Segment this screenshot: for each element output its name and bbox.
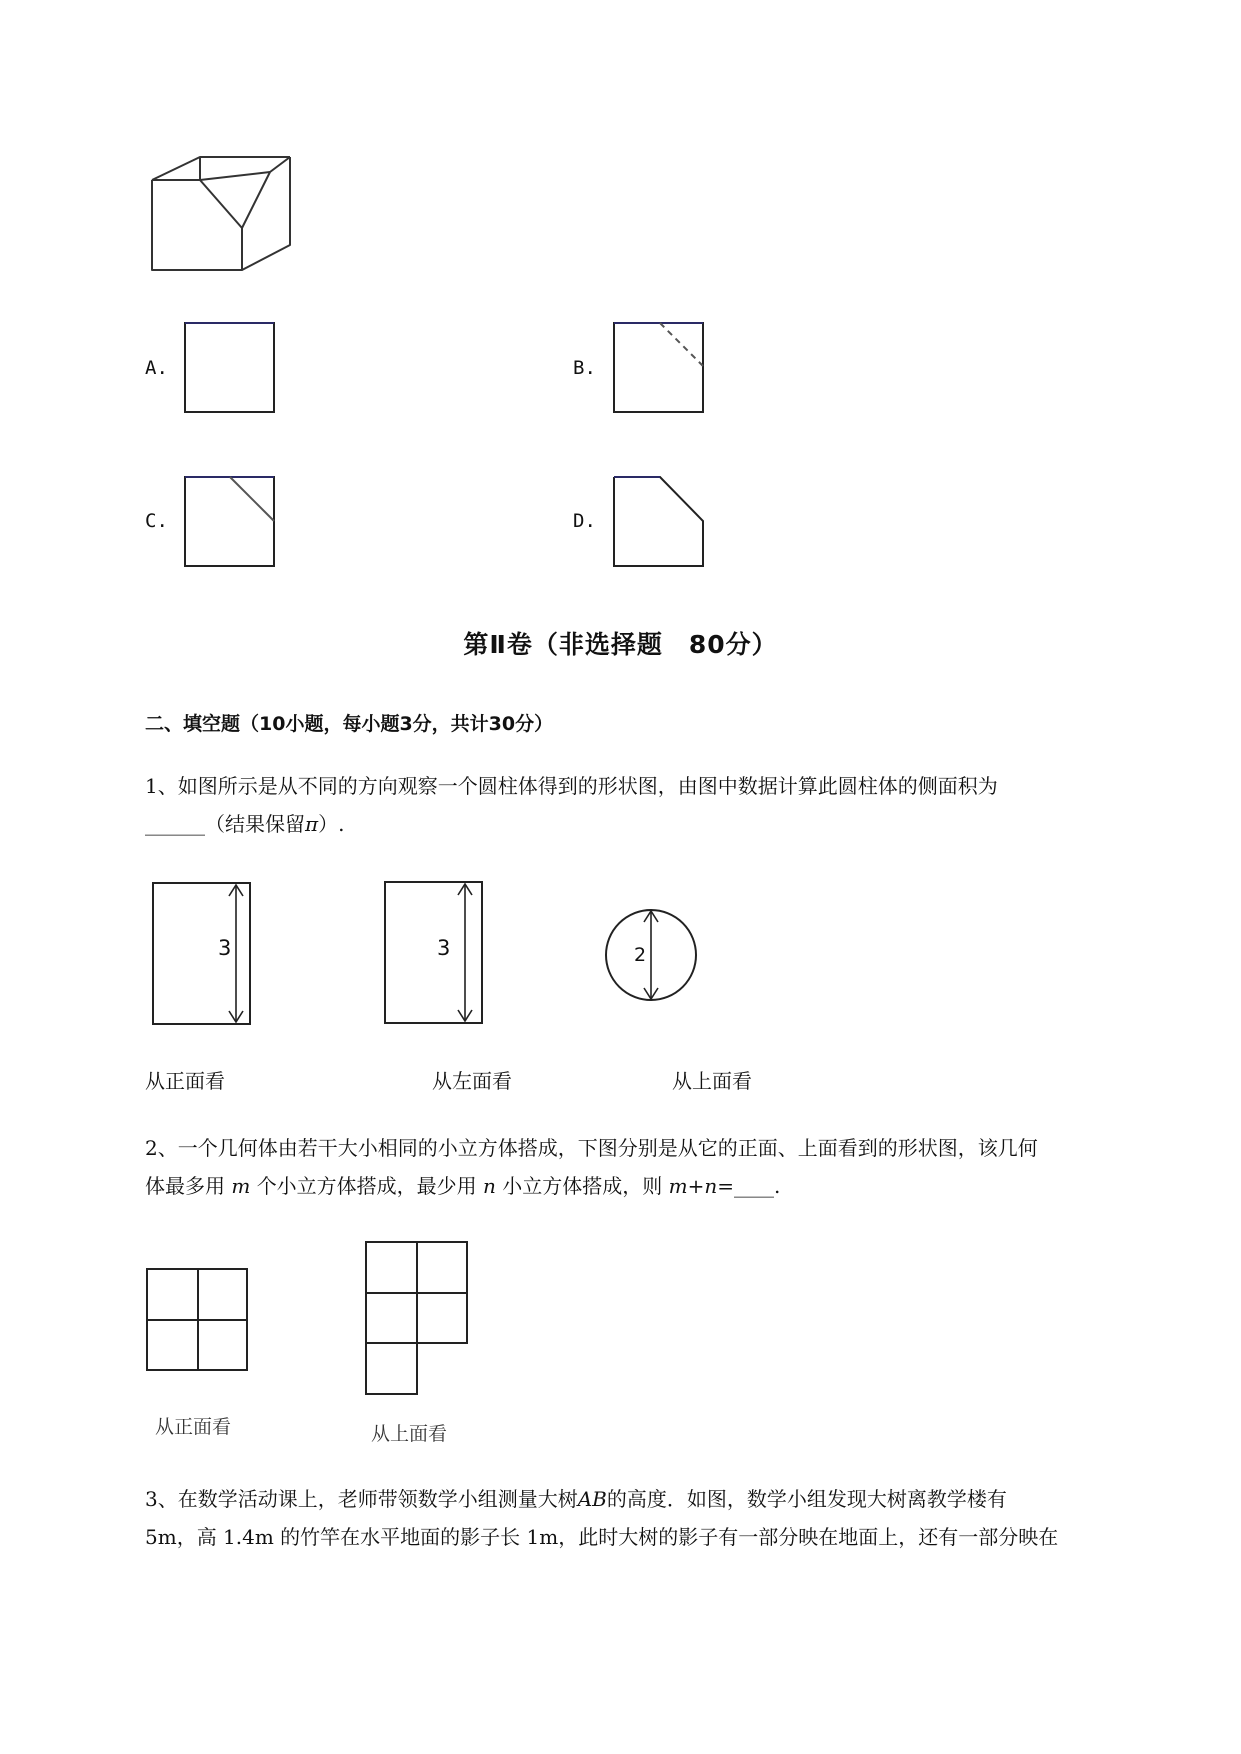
answer-blank: ______ xyxy=(145,812,205,836)
segment-ab: AB xyxy=(577,1487,607,1511)
variable-n: n xyxy=(483,1174,496,1198)
question-3-part-a: 3、在数学活动课上，老师带领数学小组测量大树 xyxy=(145,1487,578,1511)
expression-m-plus-n: m+n xyxy=(668,1174,718,1198)
question-2-part-c: 小立方体搭成，则 xyxy=(502,1174,663,1198)
question-3-text xyxy=(145,1480,1155,1556)
variable-m: m xyxy=(231,1174,251,1198)
caption-top-view: 从上面看 xyxy=(672,1069,752,1093)
question-1-end: ）. xyxy=(318,812,345,836)
question-3-line-2: 5m，高 1.4m 的竹竿在水平地面的影子长 1m，此时大树的影子有一部分映在地面上，还有一部分映在 xyxy=(145,1525,1059,1549)
option-a-label: A. xyxy=(145,357,168,379)
question-1-line-1: 1、如图所示是从不同的方向观察一个圆柱体得到的形状图，由图中数据计算此圆柱体的侧面积为 xyxy=(145,774,998,798)
question-2-part-b: 个小立方体搭成，最少用 xyxy=(256,1174,477,1198)
caption-front-view: 从正面看 xyxy=(145,1069,225,1093)
caption-left-view: 从左面看 xyxy=(432,1069,512,1093)
pi-symbol: π xyxy=(305,812,319,836)
question-1-note: （结果保留 xyxy=(205,812,305,836)
option-d-label: D. xyxy=(573,510,596,532)
option-b-label: B. xyxy=(573,357,596,379)
question-3-part-b: 的高度．如图，数学小组发现大树离教学楼有 xyxy=(606,1487,1007,1511)
question-2-part-d: =____. xyxy=(717,1174,781,1198)
question-2-line-1: 2、一个几何体由若干大小相同的小立方体搭成，下图分别是从它的正面、上面看到的形状图，该几何 xyxy=(145,1136,1038,1160)
section-title: 第Ⅱ卷（非选择题 80分） xyxy=(463,630,778,659)
caption-blocks-front: 从正面看 xyxy=(155,1416,232,1438)
question-2-part-a: 体最多用 xyxy=(145,1174,225,1198)
dimension-left: 3 xyxy=(437,936,451,960)
option-c-label: C. xyxy=(145,510,168,532)
part-title: 二、填空题（10小题，每小题3分，共计30分） xyxy=(145,713,554,735)
dimension-top: 2 xyxy=(634,944,647,966)
caption-blocks-top: 从上面看 xyxy=(371,1423,448,1445)
question-3-line-1 xyxy=(145,1480,1155,1518)
dimension-front: 3 xyxy=(218,936,232,960)
